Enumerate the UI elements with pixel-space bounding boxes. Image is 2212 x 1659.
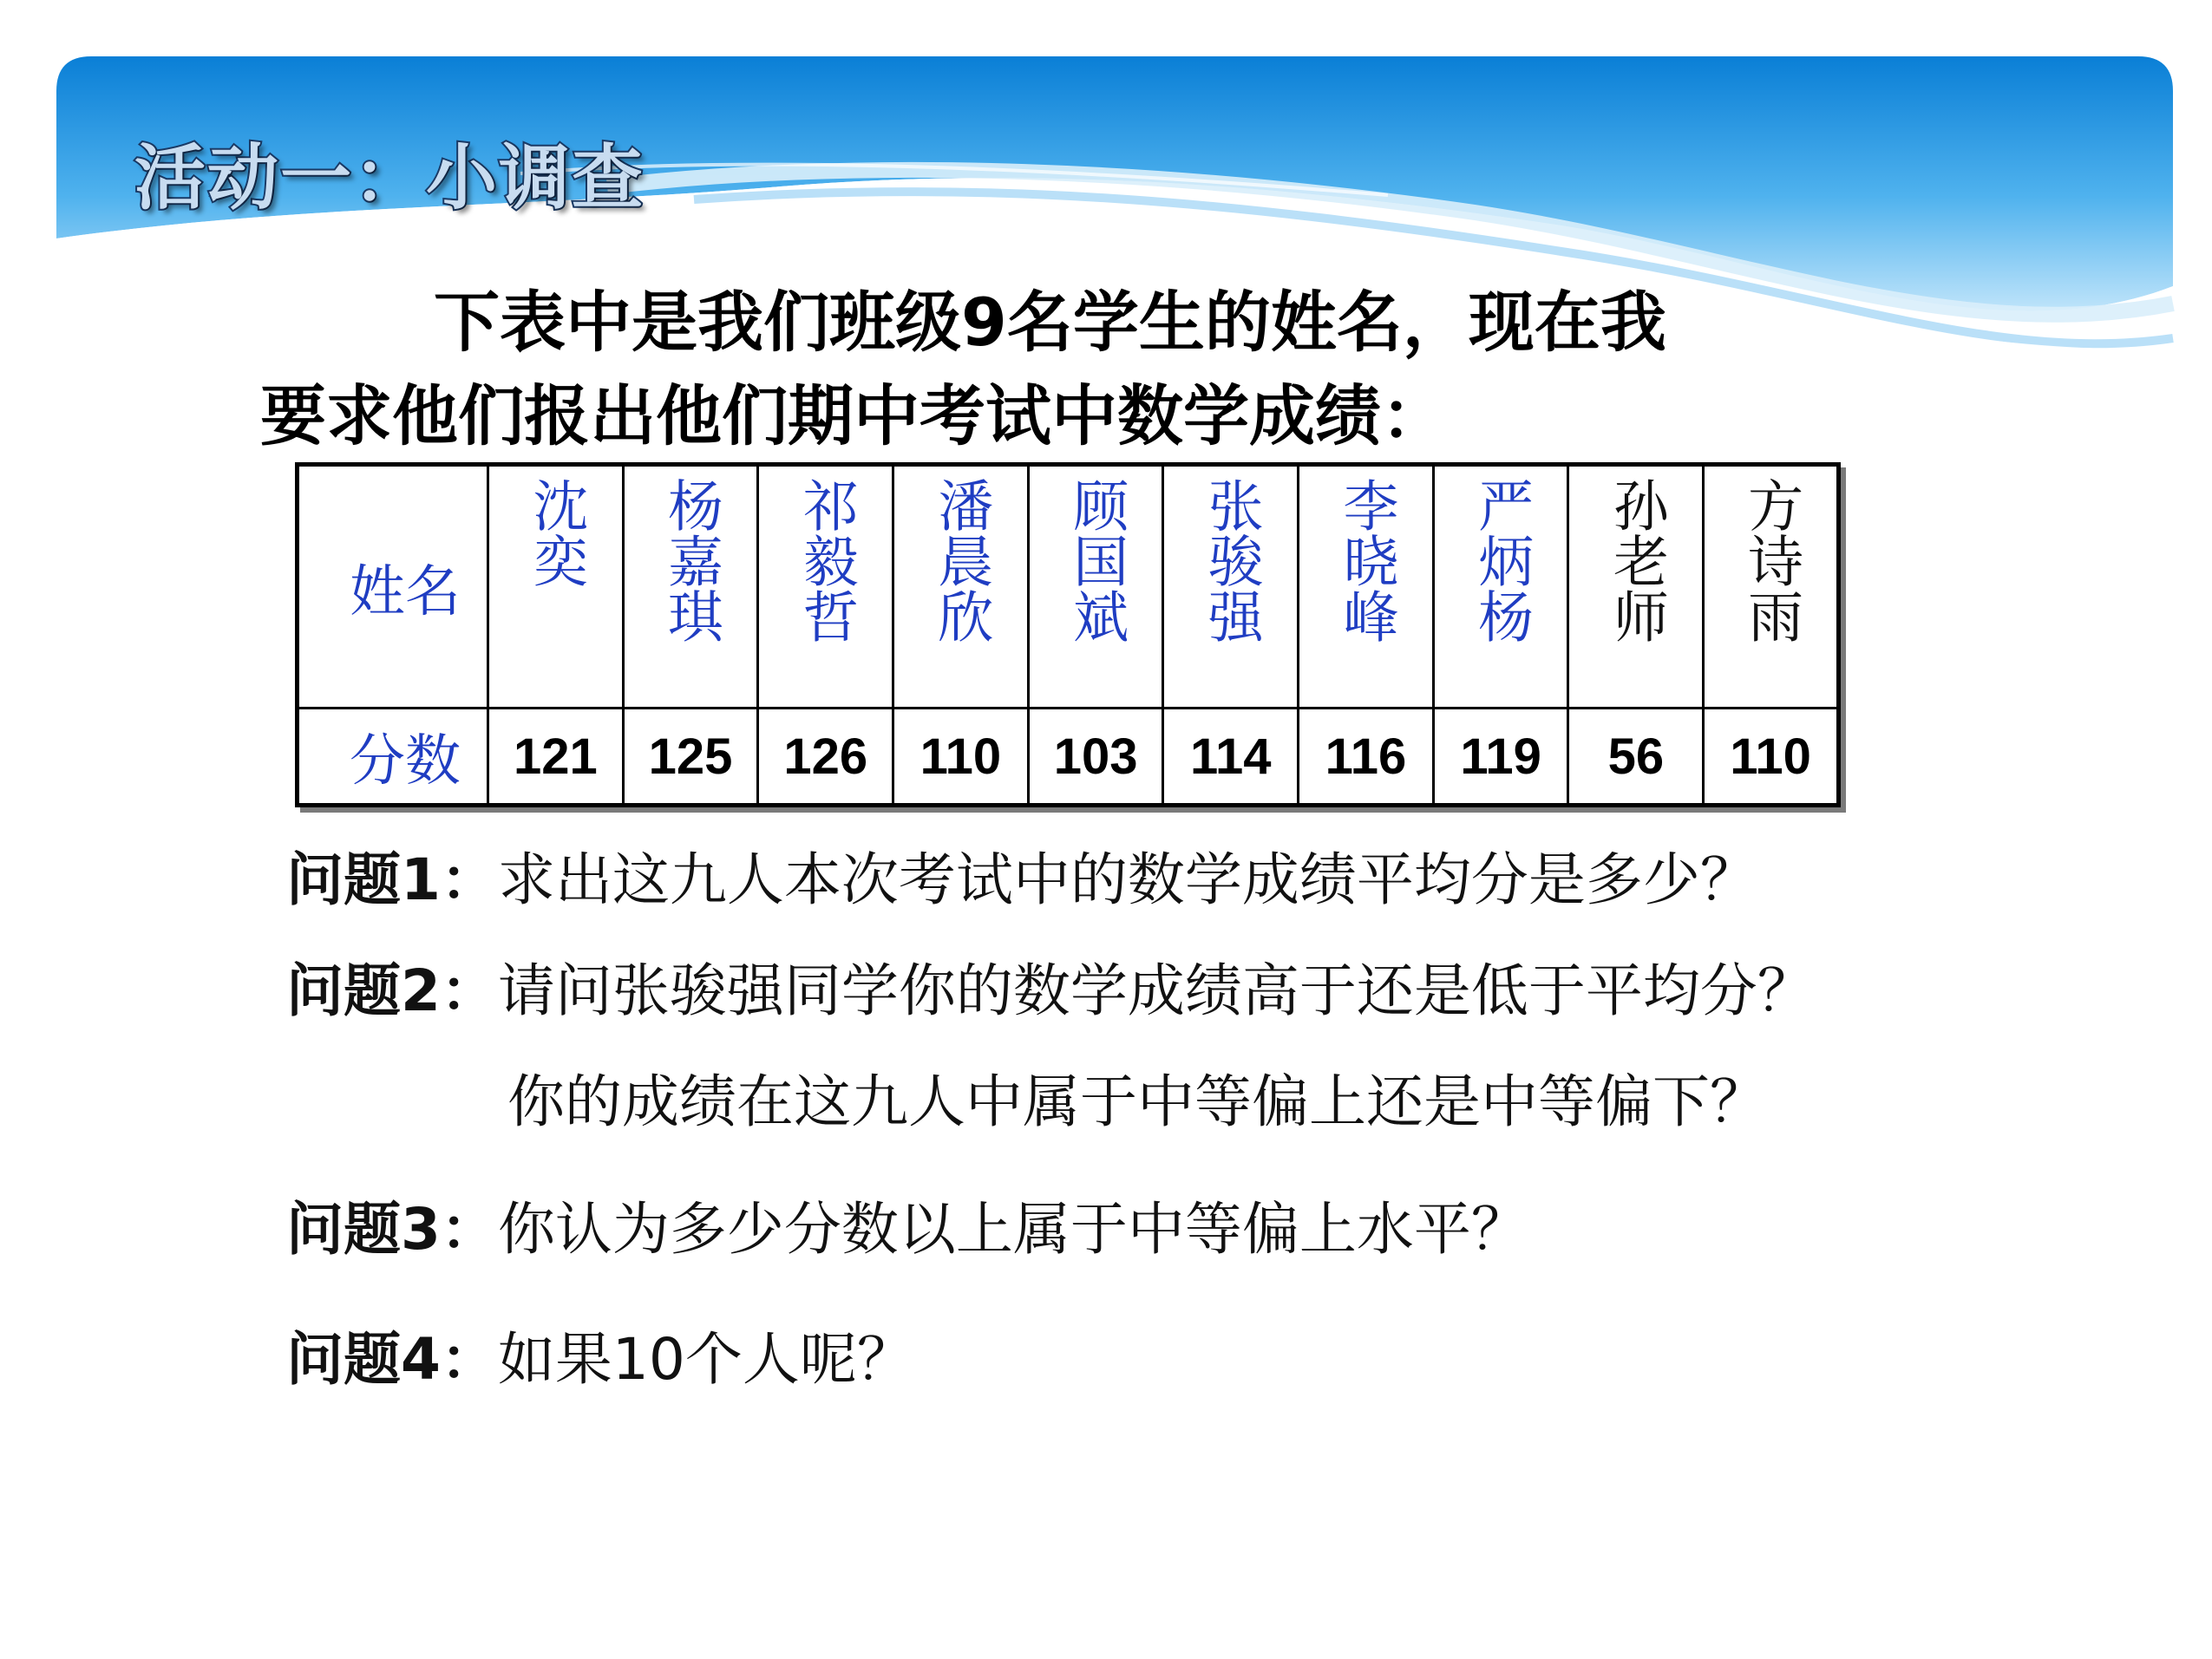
name-row <box>298 465 1839 709</box>
name-cell <box>1568 465 1704 709</box>
question-2-followup <box>507 1068 1767 1135</box>
score-cell: 125 <box>623 709 758 806</box>
intro-line-2: 要求他们报出他们期中考试中数学成绩： <box>260 377 1447 454</box>
question-text: 你认为多少分数以上属于中等偏上水平？ <box>497 1196 1528 1263</box>
question-text: 请问张骏强同学你的数学成绩高于还是低于平均分？ <box>497 957 1815 1024</box>
name-cell <box>1433 465 1568 709</box>
student-name: 顾国斌 <box>1063 477 1129 643</box>
question-label: 问题1： <box>286 846 498 913</box>
name-cell <box>1163 465 1299 709</box>
teacher-name: 孙老师 <box>1603 477 1668 643</box>
question-label: 问题3： <box>286 1196 498 1263</box>
score-cell: 121 <box>488 709 623 806</box>
name-header: 姓名 <box>298 465 488 709</box>
score-cell: 126 <box>758 709 893 806</box>
name-cell <box>488 465 623 709</box>
student-name: 李晓峰 <box>1333 477 1398 643</box>
question-text: 求出这九人本次考试中的数学成绩平均分是多少？ <box>497 846 1757 913</box>
slide-title: 活动一：小调查 <box>134 137 645 219</box>
name-cell <box>1704 465 1839 709</box>
student-name: 方诗雨 <box>1738 477 1803 643</box>
student-name: 沈奕 <box>523 477 588 588</box>
student-name: 潘晨欣 <box>928 477 993 643</box>
score-cell: 114 <box>1163 709 1299 806</box>
score-cell: 119 <box>1433 709 1568 806</box>
score-cell: 110 <box>893 709 1029 806</box>
score-cell: 103 <box>1028 709 1163 806</box>
question-1 <box>286 846 1757 913</box>
student-name: 杨嘉琪 <box>658 477 723 643</box>
student-name: 祁毅哲 <box>793 477 858 643</box>
student-name: 严炳杨 <box>1469 477 1534 643</box>
intro-line-1: 下表中是我们班级9名学生的姓名，现在我 <box>434 284 1666 361</box>
question-text: 如果10个人呢？ <box>497 1326 914 1393</box>
score-cell: 116 <box>1299 709 1434 806</box>
question-3 <box>286 1196 1528 1263</box>
score-cell: 56 <box>1568 709 1704 806</box>
question-4 <box>286 1326 914 1393</box>
score-row <box>298 709 1839 806</box>
name-cell <box>893 465 1029 709</box>
intro-text <box>260 276 1856 463</box>
name-cell <box>1028 465 1163 709</box>
score-header: 分数 <box>298 709 488 806</box>
name-cell <box>623 465 758 709</box>
score-table <box>295 462 1841 807</box>
name-cell <box>758 465 893 709</box>
name-cell <box>1299 465 1434 709</box>
student-name: 张骏强 <box>1198 477 1263 643</box>
question-text: 你的成绩在这九人中属于中等偏上还是中等偏下？ <box>507 1068 1767 1135</box>
question-2 <box>286 957 1815 1024</box>
question-label: 问题4： <box>286 1326 498 1393</box>
question-label: 问题2： <box>286 957 498 1024</box>
score-cell: 110 <box>1704 709 1839 806</box>
